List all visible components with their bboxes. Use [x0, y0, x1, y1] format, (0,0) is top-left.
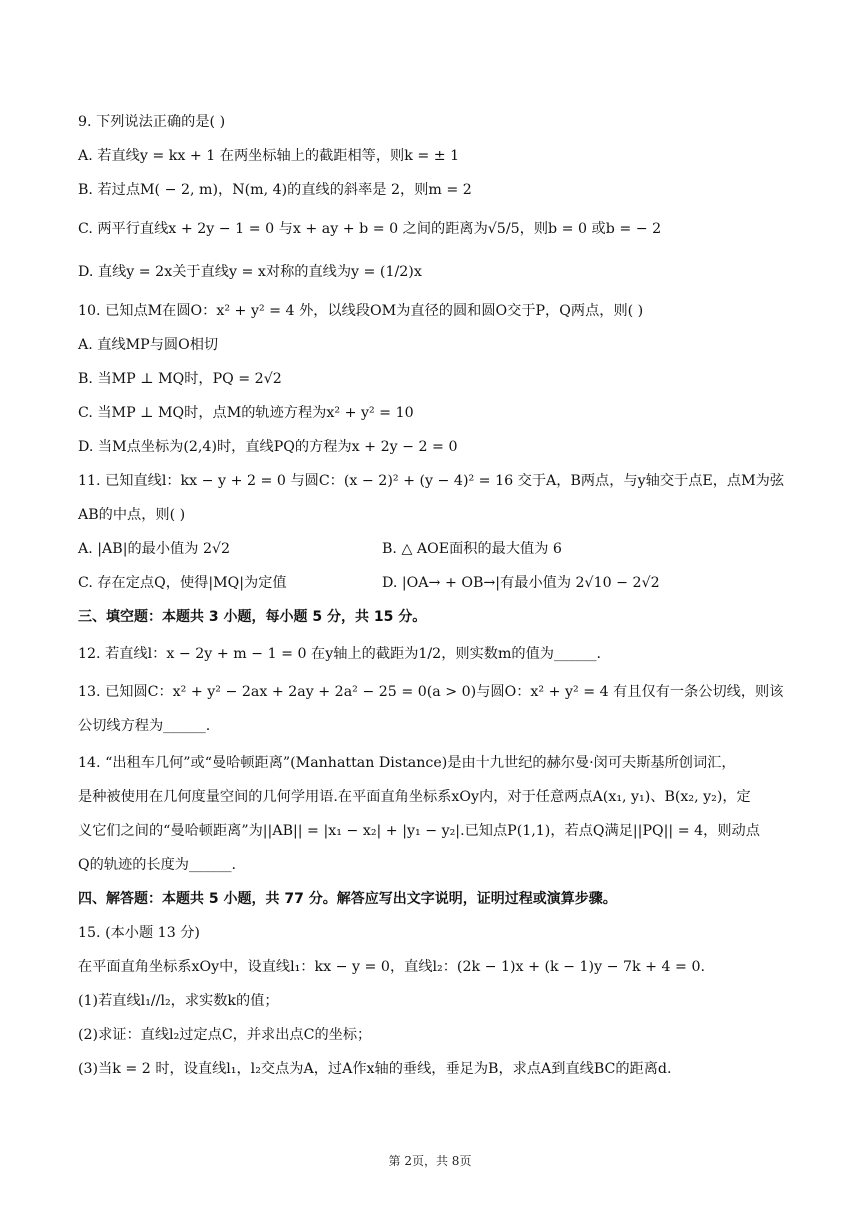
q9-option-b: B. 若过点M( − 2, m)，N(m, 4)的直线的斜率是 2，则m = 2: [78, 182, 472, 198]
q10-stem: 10. 已知点M在圆O：x² + y² = 4 外，以线段OM为直径的圆和圆O交于P，Q两点，则( ): [78, 303, 644, 319]
q11-option-b: B. △ AOE面积的最大值为 6: [382, 541, 562, 557]
q9-stem: 9. 下列说法正确的是( ): [78, 114, 226, 130]
q11-option-a: A. |AB|的最小值为 2√2: [78, 541, 231, 557]
q10-option-a: A. 直线MP与圆O相切: [78, 337, 219, 353]
q10-option-d: D. 当M点坐标为(2,4)时，直线PQ的方程为x + 2y − 2 = 0: [78, 439, 458, 455]
q11-options-row1: [78, 539, 788, 559]
q14-stem-line4: Q的轨迹的长度为______.: [78, 857, 237, 873]
q9-option-d: D. 直线y = 2x关于直线y = x对称的直线为y = (1/2)x: [78, 264, 422, 280]
q15-part2: (2)求证：直线l₂过定点C，并求出点C的坐标；: [78, 1027, 372, 1043]
page-footer: 第 2页，共 8页: [388, 1154, 472, 1168]
q10-option-c: C. 当MP ⊥ MQ时，点M的轨迹方程为x² + y² = 10: [78, 405, 414, 421]
q12-stem: 12. 若直线l：x − 2y + m − 1 = 0 在y轴上的截距为1/2，则实数m的值为______.: [78, 646, 602, 662]
q15-part1: (1)若直线l₁//l₂，求实数k的值；: [78, 993, 279, 1009]
q11-option-d: D. |OA→ + OB→|有最小值为 2√10 − 2√2: [382, 575, 660, 591]
section3-heading: 三、填空题：本题共 3 小题，每小题 5 分，共 15 分。: [78, 609, 427, 625]
q14-stem-line3: 义它们之间的“曼哈顿距离”为||AB|| = |x₁ − x₂| + |y₁ − y₂|.已知点P(1,1)，若点Q满足||PQ|| = 4，则动点: [78, 823, 760, 839]
q13-stem-line1: 13. 已知圆C：x² + y² − 2ax + 2ay + 2a² − 25 = 0(a > 0)与圆O：x² + y² = 4 有且仅有一条公切线，则该: [78, 684, 784, 700]
q11-options-row2: [78, 573, 788, 593]
q9-option-a: A. 若直线y = kx + 1 在两坐标轴上的截距相等，则k = ± 1: [78, 148, 460, 164]
q15-stem: 在平面直角坐标系xOy中，设直线l₁：kx − y = 0，直线l₂：(2k − 1)x + (k − 1)y − 7k + 4 = 0.: [78, 959, 705, 975]
section4-heading: 四、解答题：本题共 5 小题，共 77 分。解答应写出文字说明，证明过程或演算步骤。: [78, 891, 617, 907]
q9-option-c: C. 两平行直线x + 2y − 1 = 0 与x + ay + b = 0 之间的距离为√5/5，则b = 0 或b = − 2: [78, 221, 662, 237]
q13-stem-line2: 公切线方程为______.: [78, 718, 211, 734]
q15-header: 15. (本小题 13 分): [78, 925, 200, 941]
q11-stem-line1: 11. 已知直线l：kx − y + 2 = 0 与圆C：(x − 2)² + (y − 4)² = 16 交于A，B两点，与y轴交于点E，点M为弦: [78, 473, 785, 489]
q11-stem-line2: AB的中点，则( ): [78, 507, 186, 523]
q10-option-b: B. 当MP ⊥ MQ时，PQ = 2√2: [78, 371, 282, 387]
q14-stem-line2: 是种被使用在几何度量空间的几何学用语.在平面直角坐标系xOy内，对于任意两点A(x₁, y₁)、B(x₂, y₂)，定: [78, 789, 751, 805]
q11-option-c: C. 存在定点Q，使得|MQ|为定值: [78, 575, 287, 591]
q15-part3: (3)当k = 2 时，设直线l₁，l₂交点为A，过A作x轴的垂线，垂足为B，求点A到直线BC的距离d.: [78, 1061, 672, 1077]
q14-stem-line1: 14. “出租车几何”或“曼哈顿距离”(Manhattan Distance)是由十九世纪的赫尔曼·闵可夫斯基所创词汇，: [78, 755, 736, 771]
